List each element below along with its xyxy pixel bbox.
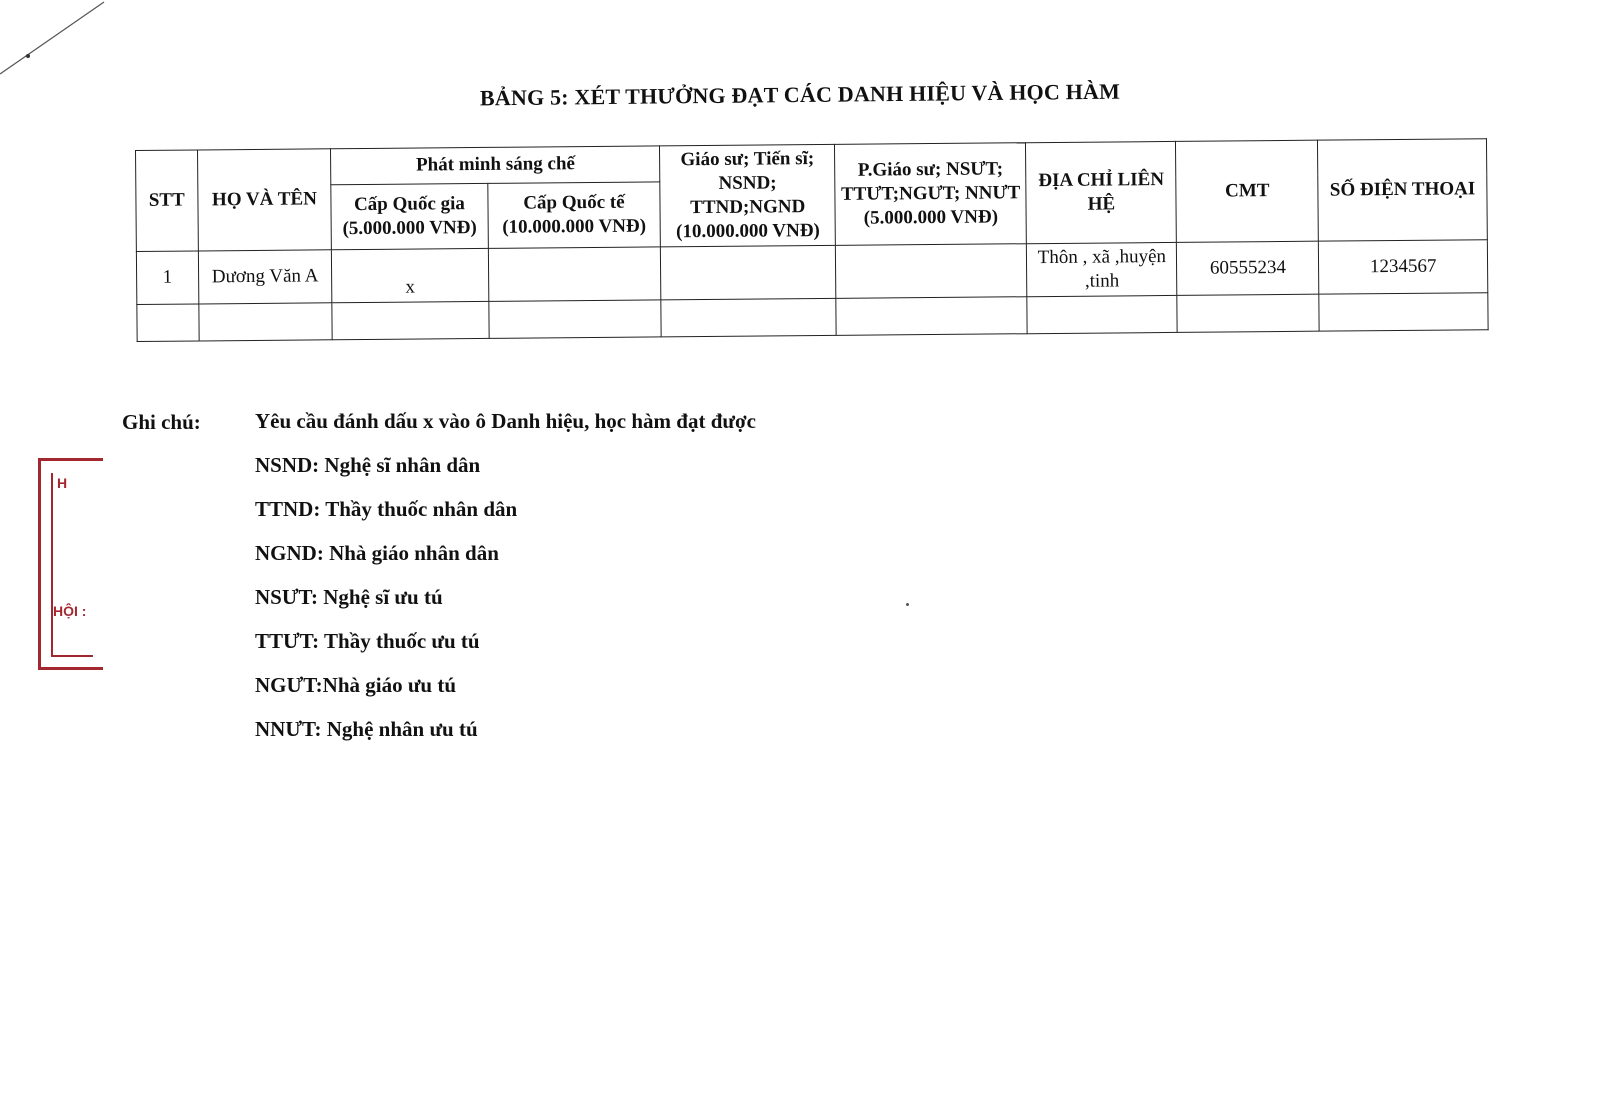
empty-cell	[199, 303, 333, 341]
header-row	[136, 139, 1487, 187]
note-item: NSND: Nghệ sĩ nhân dân	[255, 453, 481, 477]
empty-cell	[1027, 295, 1177, 333]
scan-dot	[906, 603, 909, 606]
note-item: NGND: Nhà giáo nhân dân	[255, 541, 499, 565]
note-item: TTƯT: Thầy thuốc ưu tú	[255, 629, 480, 653]
header-name: HỌ VÀ TÊN	[197, 149, 332, 251]
cell-name: Dương Văn A	[198, 250, 332, 304]
note-item: NGƯT:Nhà giáo ưu tú	[255, 673, 457, 697]
header-id-card: CMT	[1176, 140, 1319, 242]
cell-invention-international	[488, 247, 661, 302]
cell-professor	[661, 245, 836, 300]
notes-label: Ghi chú:	[122, 410, 201, 434]
cell-address: Thôn , xã ,huyện ,tinh	[1027, 242, 1178, 296]
note-item: NNƯT: Nghệ nhân ưu tú	[255, 717, 478, 741]
header-assoc-professor: P.Giáo sư; NSƯT; TTƯT;NGƯT; NNƯT (5.000.000 VNĐ)	[835, 143, 1027, 246]
header-address: ĐỊA CHỈ LIÊN HỆ	[1026, 141, 1177, 243]
header-stt: STT	[136, 150, 199, 252]
note-item: NSƯT: Nghệ sĩ ưu tú	[255, 585, 443, 609]
stamp-top-text: H	[57, 475, 68, 491]
stamp-bottom-text: HỘI :	[53, 603, 87, 619]
empty-cell	[1177, 294, 1319, 332]
award-table	[135, 138, 1489, 342]
stamp-inner-border	[51, 473, 93, 657]
cell-assoc-professor	[835, 244, 1027, 299]
cell-phone: 1234567	[1319, 240, 1488, 294]
empty-cell	[137, 304, 199, 342]
header-invention-national: Cấp Quốc gia (5.000.000 VNĐ)	[331, 183, 488, 250]
empty-cell	[661, 298, 836, 337]
empty-cell	[488, 300, 661, 339]
empty-cell	[836, 297, 1028, 336]
red-stamp	[38, 458, 103, 670]
cell-stt: 1	[136, 251, 198, 305]
header-professor: Giáo sư; Tiến sĩ; NSND; TTND;NGND (10.000.000 VNĐ)	[660, 144, 836, 247]
scan-artifact-line	[0, 0, 120, 80]
cell-invention-national: x	[332, 248, 489, 302]
header-phone: SỐ ĐIỆN THOẠI	[1318, 139, 1488, 241]
empty-cell	[332, 301, 489, 339]
header-invention: Phát minh sáng chế	[331, 146, 660, 185]
page-title: BẢNG 5: XÉT THƯỞNG ĐẠT CÁC DANH HIỆU VÀ HỌC HÀM	[479, 78, 1121, 111]
notes-list	[255, 407, 955, 759]
header-invention-international: Cấp Quốc tế (10.000.000 VNĐ)	[487, 182, 660, 249]
empty-cell	[1319, 293, 1488, 331]
award-table-container	[135, 138, 1489, 342]
note-item: TTND: Thầy thuốc nhân dân	[255, 497, 518, 521]
note-item: Yêu cầu đánh dấu x vào ô Danh hiệu, học hàm đạt được	[255, 409, 756, 433]
cell-id-card: 60555234	[1177, 241, 1319, 295]
